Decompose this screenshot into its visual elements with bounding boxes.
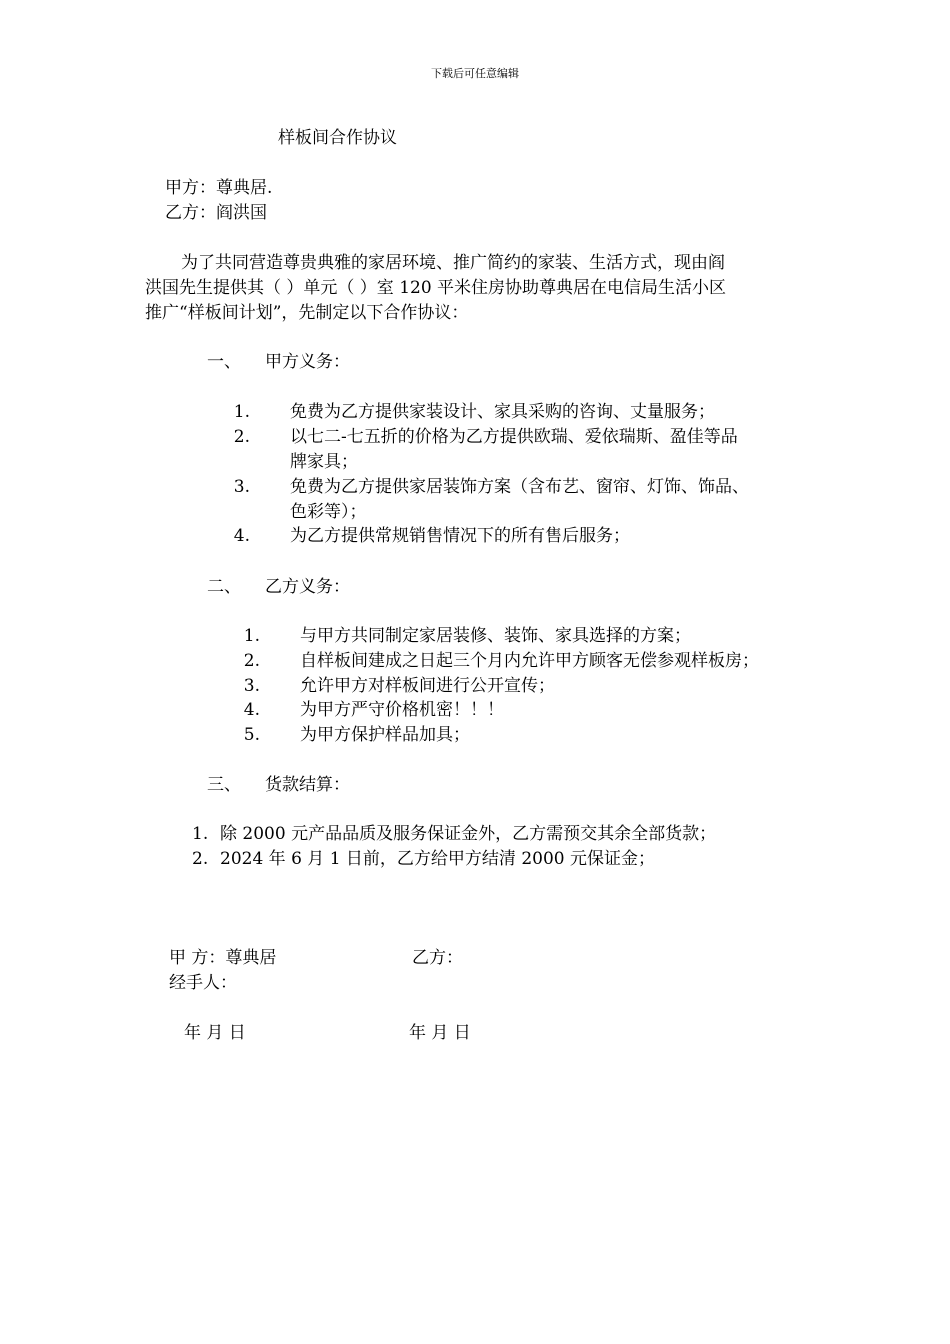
- list-item-number: 3.: [233, 477, 250, 497]
- signature-handler: 经手人：: [169, 973, 237, 993]
- intro-line: 推广“样板间计划”，先制定以下合作协议：: [145, 303, 469, 323]
- list-item-text: 为甲方严守价格机密！！！: [300, 700, 504, 720]
- list-item-text: 与甲方共同制定家居装修、装饰、家具选择的方案；: [300, 626, 691, 646]
- list-item-text: 牌家具；: [290, 452, 358, 472]
- section-number: 三、: [207, 775, 241, 795]
- party-b-line: 乙方：阎洪国: [165, 203, 267, 223]
- list-item-text: 色彩等）；: [290, 502, 367, 522]
- list-item-number: 1.: [192, 824, 209, 844]
- list-item-text: 以七二-七五折的价格为乙方提供欧瑞、爱依瑞斯、盈佳等品: [290, 427, 738, 447]
- list-item-number: 5.: [243, 725, 260, 745]
- list-item-text: 为乙方提供常规销售情况下的所有售后服务；: [290, 526, 630, 546]
- list-item-number: 2.: [192, 849, 209, 869]
- signature-date-a: 年 月 日: [184, 1023, 246, 1043]
- list-item-text: 允许甲方对样板间进行公开宣传；: [300, 676, 555, 696]
- signature-party-b: 乙方：: [412, 948, 463, 968]
- list-item-number: 2.: [243, 651, 260, 671]
- list-item-number: 4.: [233, 526, 250, 546]
- signature-date-b: 年 月 日: [409, 1023, 471, 1043]
- section-heading: 乙方义务：: [265, 577, 350, 597]
- list-item-number: 3.: [243, 676, 260, 696]
- section-heading: 甲方义务：: [265, 352, 350, 372]
- list-item-number: 1.: [233, 402, 250, 422]
- document-title: 样板间合作协议: [278, 128, 397, 148]
- section-number: 二、: [207, 577, 241, 597]
- party-a-line: 甲方：尊典居.: [165, 178, 273, 198]
- list-item-text: 免费为乙方提供家居装饰方案（含布艺、窗帘、灯饰、饰品、: [290, 477, 749, 497]
- list-item-text: 免费为乙方提供家装设计、家具采购的咨询、丈量服务；: [290, 402, 715, 422]
- list-item-number: 1.: [243, 626, 260, 646]
- list-item-text: 自样板间建成之日起三个月内允许甲方顾客无偿参观样板房；: [300, 651, 759, 671]
- intro-line: 为了共同营造尊贵典雅的家居环境、推广简约的家装、生活方式，现由阎: [181, 253, 725, 273]
- section-number: 一、: [207, 352, 241, 372]
- list-item-text: 为甲方保护样品加具；: [300, 725, 470, 745]
- list-item-number: 2.: [233, 427, 250, 447]
- intro-line: 洪国先生提供其（ ）单元（ ）室 120 平米住房协助尊典居在电信局生活小区: [145, 278, 727, 298]
- list-item-text: 2024 年 6 月 1 日前，乙方给甲方结清 2000 元保证金；: [220, 849, 655, 869]
- header-note: 下载后可任意编辑: [431, 67, 519, 80]
- section-heading: 货款结算：: [265, 775, 350, 795]
- list-item-number: 4.: [243, 700, 260, 720]
- signature-party-a: 甲 方：尊典居: [169, 948, 277, 968]
- list-item-text: 除 2000 元产品品质及服务保证金外，乙方需预交其余全部货款；: [220, 824, 717, 844]
